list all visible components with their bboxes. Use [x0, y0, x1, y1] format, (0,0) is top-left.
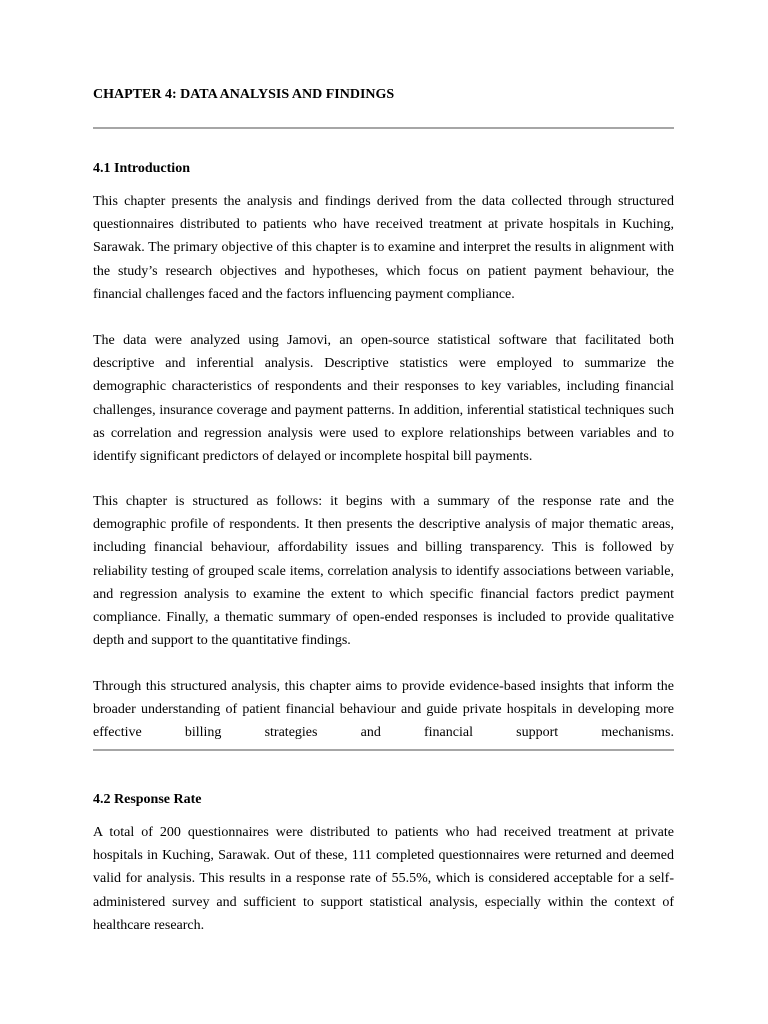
horizontal-rule [93, 749, 674, 751]
response-rate-paragraph: A total of 200 questionnaires were distributed to patients who had received treatment at private hospitals in Kuching, Sarawak. Out of these, 111 completed questionnaires were returned and deemed valid for analysis. This results in a response rate of 55.5%, which is considered acceptable for a self-administered survey and sufficient to support statistical analysis, especially within the context of healthcare research. [93, 825, 674, 933]
introduction-paragraph-4: Through this structured analysis, this chapter aims to provide evidence-based insights that inform the broader understanding of patient financial behaviour and guide private hospitals in developing more effective billing strategies and financial support mechanisms. [93, 679, 674, 741]
chapter-title: CHAPTER 4: DATA ANALYSIS AND FINDINGS [93, 87, 395, 102]
section-heading-response-rate: 4.2 Response Rate [93, 792, 202, 807]
section-heading-introduction: 4.1 Introduction [93, 161, 190, 176]
introduction-paragraph-2: The data were analyzed using Jamovi, an open-source statistical software that facilitated both descriptive and inferential analysis. Descriptive statistics were employed to summarize the demographic characteristics of respondents and their responses to key variables, including financial challenges, insurance coverage and payment patterns. In addition, inferential statistical techniques such as correlation and regression analysis were used to explore relationships between variables and to identify significant predictors of delayed or incomplete hospital bill payments. [93, 333, 674, 465]
introduction-paragraph-3: This chapter is structured as follows: it begins with a summary of the response rate and the demographic profile of respondents. It then presents the descriptive analysis of major thematic areas, including financial behaviour, affordability issues and billing transparency. This is followed by reliability testing of grouped scale items, correlation analysis to identify associations between variable, and regression analysis to examine the extent to which specific financial factors predict payment compliance. Finally, a thematic summary of open-ended responses is included to provide qualitative depth and support to the quantitative findings. [93, 494, 674, 649]
horizontal-rule [93, 127, 674, 129]
introduction-paragraph-1: This chapter presents the analysis and findings derived from the data collected through structured questionnaires distributed to patients who have received treatment at private hospitals in Kuching, Sarawak. The primary objective of this chapter is to examine and interpret the results in alignment with the study’s research objectives and hypotheses, which focus on patient payment behaviour, the financial challenges faced and the factors influencing payment compliance. [93, 194, 674, 302]
